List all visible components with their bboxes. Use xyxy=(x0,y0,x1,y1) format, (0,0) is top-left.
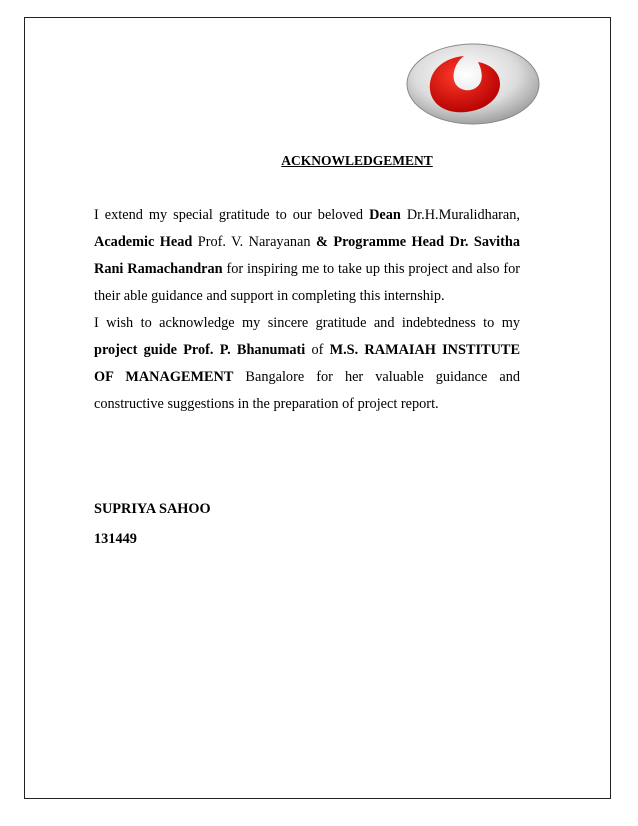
vodafone-logo-icon xyxy=(404,40,542,128)
signature-id: 131449 xyxy=(94,531,137,547)
page-title: ACKNOWLEDGEMENT xyxy=(281,153,433,168)
paragraph-1: I extend my special gratitude to our beloved Dean Dr.H.Muralidharan, Academic Head Prof. V. Narayanan & Programme Head Dr. Savitha Rani Ramachandran for inspiring me to take up this project and also for their able guidance and support in completing this internship. xyxy=(94,207,520,304)
signature-name: SUPRIYA SAHOO xyxy=(94,501,211,517)
signature-block xyxy=(94,494,211,554)
paragraph-2: I wish to acknowledge my sincere gratitude and indebtedness to my project guide Prof. P. Bhanumati of M.S. RAMAIAH INSTITUTE OF MANAGEMENT Bangalore for her valuable guidance and constructive suggestions in the preparation of project report. xyxy=(94,315,520,412)
acknowledgement-body xyxy=(94,202,520,418)
